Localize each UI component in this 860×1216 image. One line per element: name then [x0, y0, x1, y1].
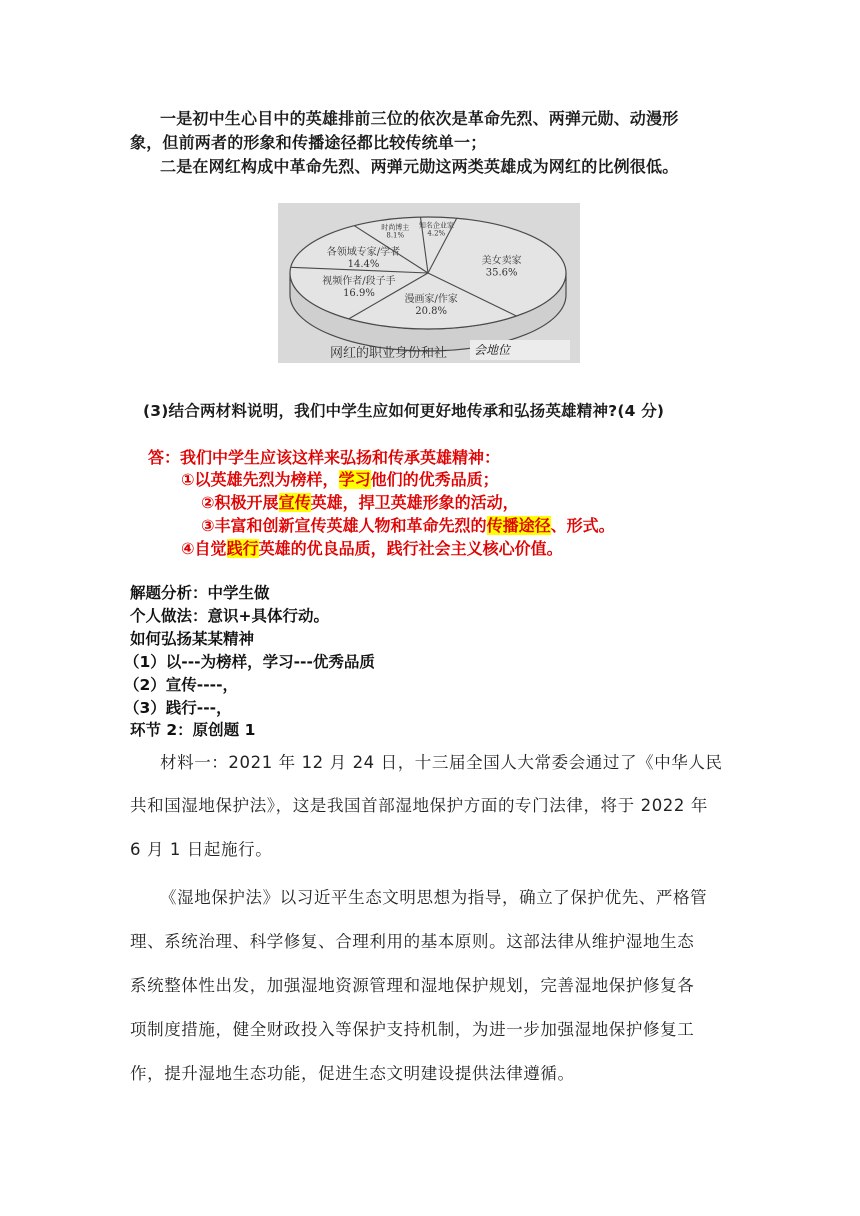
analysis-line-2: 个人做法：意识+具体行动。: [130, 607, 329, 625]
material-p2-line-3: 系统整体性出发，加强湿地资源管理和湿地保护规划，完善湿地保护修复各: [130, 976, 695, 995]
analysis-line-3: 如何弘扬某某精神: [130, 630, 255, 648]
answer-item-2-text-b: 英雄，捍卫英雄形象的活动，: [310, 493, 519, 512]
answer-item-4-highlight: 践行: [226, 539, 259, 558]
pie-chart: [278, 203, 580, 363]
pie-slice-value: 16.9%: [343, 287, 375, 299]
caption-handwritten-stamp: 会地位: [474, 343, 511, 357]
answer-item-1-text-b: 他们的优秀品质；: [370, 470, 499, 489]
pie-slice-label: 知名企业家: [418, 221, 454, 230]
pie-slice-label: 美女卖家: [481, 255, 522, 267]
material-p1-line-1: 材料一：2021 年 12 月 24 日，十三届全国人大常委会通过了《中华人民: [160, 753, 723, 772]
material-p1-line-3: 6 月 1 日起施行。: [130, 840, 273, 859]
material-p2-line-4: 项制度措施，健全财政投入等保护支持机制，为进一步加强湿地保护修复工: [130, 1020, 695, 1039]
answer-item-4-text-a: ④自觉: [181, 539, 227, 558]
answer-head: 答：我们中学生应该这样来弘扬和传承英雄精神：: [148, 448, 501, 467]
answer-item-2-highlight: 宣传: [278, 493, 311, 512]
answer-item-3-text-a: ③丰富和创新宣传英雄人物和革命先烈的: [201, 516, 487, 535]
answer-item-3: [201, 513, 615, 536]
pie-slice-value: 14.4%: [347, 258, 380, 270]
pie-slice-label: 视频作者/段子手: [322, 275, 396, 287]
pie-slice-value: 35.6%: [485, 267, 518, 279]
intro-line-2: 象，但前两者的形象和传播途径都比较传统单一；: [130, 133, 487, 152]
material-p2-line-5: 作，提升湿地生态功能，促进生态文明建设提供法律遵循。: [130, 1064, 575, 1083]
pie-slice-label: 时尚博主: [381, 223, 410, 232]
section-heading: 环节 2：原创题 1: [130, 721, 256, 739]
answer-item-4-text-b: 英雄的优良品质，践行社会主义核心价值。: [258, 539, 563, 558]
pie-chart-figure: [278, 203, 580, 363]
answer-item-2-text-a: ②积极开展: [201, 493, 279, 512]
answer-item-1-highlight: 学习: [338, 470, 371, 489]
intro-line-1: 一是初中生心目中的英雄排前三位的依次是革命先烈、两弹元勋、动漫形: [160, 109, 679, 128]
pie-slice-value: 4.2%: [427, 229, 446, 238]
analysis-line-5: （2）宣传----，: [124, 676, 239, 694]
analysis-line-4: （1）以---为榜样，学习---优秀品质: [124, 653, 375, 671]
pie-slice-label: 漫画家/作家: [404, 293, 458, 305]
question-text: (3)结合两材料说明，我们中学生应如何更好地传承和弘扬英雄精神?(4 分): [143, 402, 665, 420]
intro-line-3: 二是在网红构成中革命先烈、两弹元勋这两类英雄成为网红的比例很低。: [160, 157, 679, 176]
chart-caption: 网红的职业身份和社: [330, 346, 448, 361]
answer-item-4: [181, 536, 563, 559]
pie-slice-label: 各领域专家/学者: [326, 246, 401, 258]
analysis-line-1: 解题分析：中学生做: [130, 584, 270, 602]
answer-item-3-text-b: 、形式。: [550, 516, 615, 535]
pie-slice-value: 8.1%: [386, 231, 405, 240]
answer-item-1: [181, 467, 499, 490]
answer-item-1-text-a: ①以英雄先烈为榜样，: [181, 470, 339, 489]
answer-item-3-highlight: 传播途径: [486, 516, 551, 535]
material-p1-line-2: 共和国湿地保护法》，这是我国首部湿地保护方面的专门法律，将于 2022 年: [130, 796, 708, 815]
answer-item-2: [201, 490, 519, 513]
material-p2-line-1: 《湿地保护法》以习近平生态文明思想为指导，确立了保护优先、严格管: [160, 888, 708, 907]
pie-slice-value: 20.8%: [415, 305, 448, 317]
analysis-line-6: （3）践行---，: [124, 699, 232, 717]
material-p2-line-2: 理、系统治理、科学修复、合理利用的基本原则。这部法律从维护湿地生态: [130, 932, 695, 951]
